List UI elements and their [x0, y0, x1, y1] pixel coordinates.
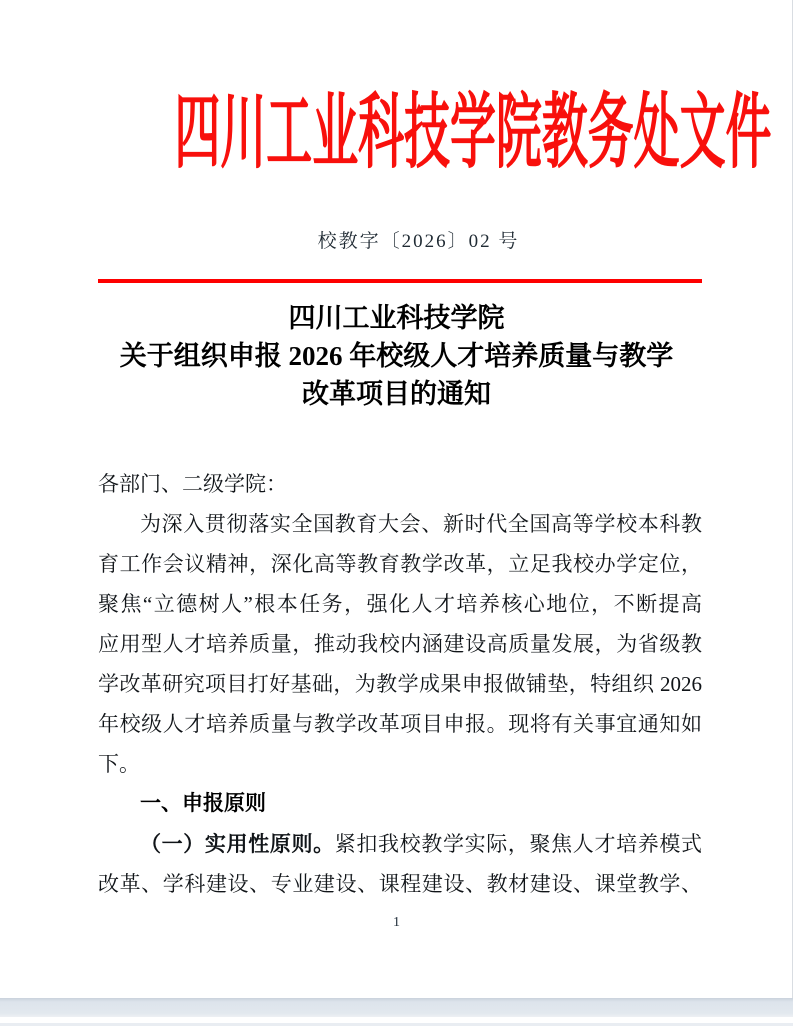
salutation: 各部门、二级学院：	[98, 472, 287, 496]
item-1-rest: 紧扣我校教学实际，聚焦人才培养模式	[334, 832, 702, 856]
page-number: 1	[393, 915, 400, 930]
document-number: 校教字〔2026〕02 号	[317, 231, 520, 252]
paragraph-line: 应用型人才培养质量，推动我校内涵建设高质量发展，为省级教	[98, 632, 702, 656]
paragraph-line: 年校级人才培养质量与教学改革项目申报。现将有关事宜通知如	[98, 712, 702, 736]
item-1-line-2: 改革、学科建设、专业建设、课程建设、教材建设、课堂教学、	[98, 872, 702, 896]
document-title-line-3: 改革项目的通知	[302, 379, 491, 409]
red-header-banner: 四川工业科技学院教务处文件	[174, 87, 772, 178]
item-1-lead: （一）实用性原则。	[140, 832, 335, 856]
paragraph-line: 下。	[98, 752, 140, 776]
red-separator-rule	[98, 279, 702, 283]
document-title-line-2: 关于组织申报 2026 年校级人才培养质量与教学	[119, 341, 674, 371]
paragraph-line: 育工作会议精神，深化高等教育教学改革，立足我校办学定位，	[98, 552, 702, 576]
paragraph-line: 为深入贯彻落实全国教育大会、新时代全国高等学校本科教	[140, 512, 702, 536]
paragraph-line: 学改革研究项目打好基础，为教学成果申报做铺垫，特组织 2026	[98, 672, 702, 696]
document-title	[58, 299, 735, 413]
document-title-line-1: 四川工业科技学院	[288, 303, 505, 333]
document-body	[98, 464, 702, 904]
paragraph-line: 聚焦“立德树人”根本任务，强化人才培养核心地位，不断提高	[98, 592, 702, 616]
page-gap-band	[0, 998, 793, 1017]
section-heading-1: 一、申报原则	[140, 792, 266, 815]
item-1-line-1	[98, 824, 702, 864]
